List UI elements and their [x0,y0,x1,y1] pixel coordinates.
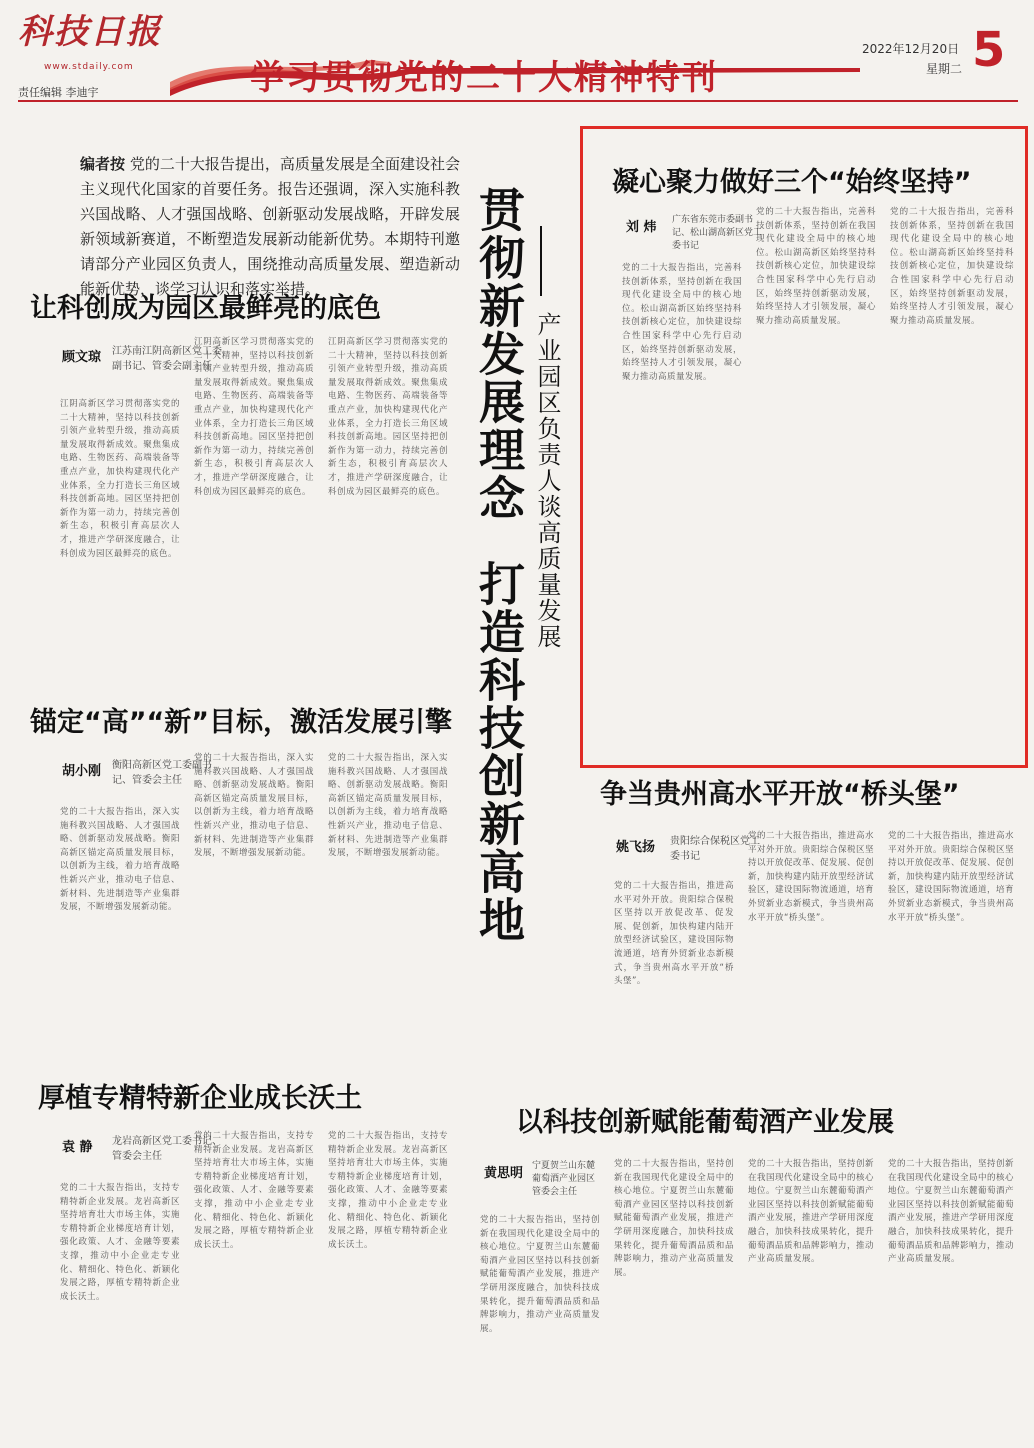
article-affiliation: 广东省东莞市委副书记、松山湖高新区党工委书记 [672,215,763,251]
article-body: 党的二十大报告指出，推进高水平对外开放。贵阳综合保税区坚持以开放促改革、促发展、促创新，加快构建内陆开放型经济试验区，建设国际物流通道，培育外贸新业态新模式，争当贵州高水平开放“桥头堡”。 [748,831,874,923]
article-body: 党的二十大报告指出，坚持创新在我国现代化建设全局中的核心地位。宁夏贺兰山东麓葡萄酒产业园区坚持以科技创新赋能葡萄酒产业发展，推进产学研用深度融合，加快科技成果转化，提升葡萄酒品质和品牌影响力，推动产业高质量发展。 [614,1159,734,1278]
editor-note [80,152,460,302]
main-title-line1: 贯彻新发展理念 [472,186,526,522]
article-affiliation: 江苏南江阴高新区党工委副书记、管委会副主任 [112,346,222,372]
article-body: 党的二十大报告指出，支持专精特新企业发展。龙岩高新区坚持培育壮大市场主体，实施专精特新企业梯度培育计划，强化政策、人才、金融等要素支撑，推动中小企业走专业化、精细化、特色化、新颖化发展之路，厚植专精特新企业成长沃土。 [194,1131,314,1250]
editor-note-text: 党的二十大报告提出，高质量发展是全面建设社会主义现代化国家的首要任务。报告还强调，深入实施科教兴国战略、人才强国战略、创新驱动发展战略，开辟发展新领域新赛道，不断塑造发展新动能新优势。本期特刊邀请部分产业园区负责人，围绕推动高质量发展、塑造新动能新优势，谈学习认识和落实举措。 [80,155,460,298]
article-body: 党的二十大报告指出，深入实施科教兴国战略、人才强国战略、创新驱动发展战略。衡阳高新区锚定高质量发展目标，以创新为主线，着力培育战略性新兴产业，推动电子信息、新材料、先进制造等产业集群发展，不断增强发展新动能。 [328,753,448,859]
issue-date: 2022年12月20日 [862,42,960,56]
article-body: 党的二十大报告指出，完善科技创新体系，坚持创新在我国现代化建设全局中的核心地位。松山湖高新区始终坚持科技创新核心定位，加快建设综合性国家科学中心先行启动区，始终坚持创新驱动发展，始终坚持人才引领发展，凝心聚力推动高质量发展。 [756,207,876,326]
article-author: 黄思明 [484,1166,524,1181]
article-body: 党的二十大报告指出，支持专精特新企业发展。龙岩高新区坚持培育壮大市场主体，实施专精特新企业梯度培育计划，强化政策、人才、金融等要素支撑，推动中小企业走专业化、精细化、特色化、新颖化发展之路，厚植专精特新企业成长沃土。 [60,1183,180,1302]
article-body: 党的二十大报告指出，深入实施科教兴国战略、人才强国战略、创新驱动发展战略。衡阳高新区锚定高质量发展目标，以创新为主线，着力培育战略性新兴产业，推动电子信息、新材料、先进制造等产业集群发展，不断增强发展新动能。 [60,807,180,913]
article-author: 袁 静 [62,1140,93,1155]
article-author: 顾文琼 [62,350,102,365]
article-body: 党的二十大报告指出，深入实施科教兴国战略、人才强国战略、创新驱动发展战略。衡阳高新区锚定高质量发展目标，以创新为主线，着力培育战略性新兴产业，推动电子信息、新材料、先进制造等产业集群发展，不断增强发展新动能。 [194,753,314,859]
article-body: 党的二十大报告指出，支持专精特新企业发展。龙岩高新区坚持培育壮大市场主体，实施专精特新企业梯度培育计划，强化政策、人才、金融等要素支撑，推动中小企业走专业化、精细化、特色化、新颖化发展之路，厚植专精特新企业成长沃土。 [328,1131,448,1250]
article-body: 江阴高新区学习贯彻落实党的二十大精神，坚持以科技创新引领产业转型升级，推动高质量发展取得新成效。聚焦集成电路、生物医药、高端装备等重点产业，加快构建现代化产业体系，全力打造长三角区域科技创新高地。园区坚持把创新作为第一动力，持续完善创新生态，积极引育高层次人才，推进产学研深度融合，让科创成为园区最鲜亮的底色。 [60,399,180,559]
article-body: 江阴高新区学习贯彻落实党的二十大精神，坚持以科技创新引领产业转型升级，推动高质量发展取得新成效。聚焦集成电路、生物医药、高端装备等重点产业，加快构建现代化产业体系，全力打造长三角区域科技创新高地。园区坚持把创新作为第一动力，持续完善创新生态，积极引育高层次人才，推进产学研深度融合，让科创成为园区最鲜亮的底色。 [194,337,314,497]
page-number: 5 [972,22,1006,78]
article-body: 江阴高新区学习贯彻落实党的二十大精神，坚持以科技创新引领产业转型升级，推动高质量发展取得新成效。聚焦集成电路、生物医药、高端装备等重点产业，加快构建现代化产业体系，全力打造长三角区域科技创新高地。园区坚持把创新作为第一动力，持续完善创新生态，积极引育高层次人才，推进产学研深度融合，让科创成为园区最鲜亮的底色。 [328,337,448,497]
banner-title: 学习贯彻党的二十大精神特刊 [250,58,718,98]
article-title: 争当贵州高水平开放“桥头堡” [600,779,960,810]
editor-note-label: 编者按 [80,155,126,173]
article-body: 党的二十大报告指出，完善科技创新体系，坚持创新在我国现代化建设全局中的核心地位。松山湖高新区始终坚持科技创新核心定位，加快建设综合性国家科学中心先行启动区，始终坚持创新驱动发展，始终坚持人才引领发展，凝心聚力推动高质量发展。 [890,207,1014,326]
newspaper-url: www.stdaily.com [44,62,134,72]
article-affiliation: 贵阳综合保税区党工委书记 [670,836,760,862]
article-title: 以科技创新赋能葡萄酒产业发展 [516,1107,894,1138]
editor-credit: 责任编辑 李迪宇 [18,86,99,99]
main-subtitle: 产业园区负责人谈高质量发展 [533,312,561,650]
article-body: 党的二十大报告指出，坚持创新在我国现代化建设全局中的核心地位。宁夏贺兰山东麓葡萄酒产业园区坚持以科技创新赋能葡萄酒产业发展，推进产学研用深度融合，加快科技成果转化，提升葡萄酒品质和品牌影响力，推动产业高质量发展。 [748,1159,874,1265]
article-body: 党的二十大报告指出，推进高水平对外开放。贵阳综合保税区坚持以开放促改革、促发展、促创新，加快构建内陆开放型经济试验区，建设国际物流通道，培育外贸新业态新模式，争当贵州高水平开放“桥头堡”。 [614,881,734,987]
article-affiliation: 衡阳高新区党工委副书记、管委会主任 [112,760,212,786]
article-author: 刘 炜 [626,220,657,235]
article-body: 党的二十大报告指出，坚持创新在我国现代化建设全局中的核心地位。宁夏贺兰山东麓葡萄酒产业园区坚持以科技创新赋能葡萄酒产业发展，推进产学研用深度融合，加快科技成果转化，提升葡萄酒品质和品牌影响力，推动产业高质量发展。 [480,1215,600,1334]
article-body: 党的二十大报告指出，推进高水平对外开放。贵阳综合保税区坚持以开放促改革、促发展、促创新，加快构建内陆开放型经济试验区，建设国际物流通道，培育外贸新业态新模式，争当贵州高水平开放“桥头堡”。 [888,831,1014,923]
newspaper-logo: 科技日报 [18,12,162,52]
article-author: 姚飞扬 [616,840,656,855]
article-body: 党的二十大报告指出，完善科技创新体系，坚持创新在我国现代化建设全局中的核心地位。松山湖高新区始终坚持科技创新核心定位，加快建设综合性国家科学中心先行启动区，始终坚持创新驱动发展，始终坚持人才引领发展，凝心聚力推动高质量发展。 [622,263,742,382]
article-author: 胡小刚 [62,764,102,779]
header-rule [18,100,1018,102]
article-affiliation: 龙岩高新区党工委书记、管委会主任 [112,1136,222,1162]
article-title: 厚植专精特新企业成长沃土 [38,1083,362,1114]
article-body: 党的二十大报告指出，坚持创新在我国现代化建设全局中的核心地位。宁夏贺兰山东麓葡萄酒产业园区坚持以科技创新赋能葡萄酒产业发展，推进产学研用深度融合，加快科技成果转化，提升葡萄酒品质和品牌影响力，推动产业高质量发展。 [888,1159,1014,1265]
main-title-line2: 打造科技创新高地 [472,560,526,944]
article-title: 凝心聚力做好三个“始终坚持” [612,167,972,198]
article-title: 让科创成为园区最鲜亮的底色 [30,293,381,324]
issue-weekday: 星期二 [926,62,963,76]
article-affiliation: 宁夏贺兰山东麓葡萄酒产业园区管委会主任 [532,1161,596,1197]
article-title: 锚定“高”“新”目标，激活发展引擎 [30,707,452,738]
subtitle-dash [540,226,542,296]
